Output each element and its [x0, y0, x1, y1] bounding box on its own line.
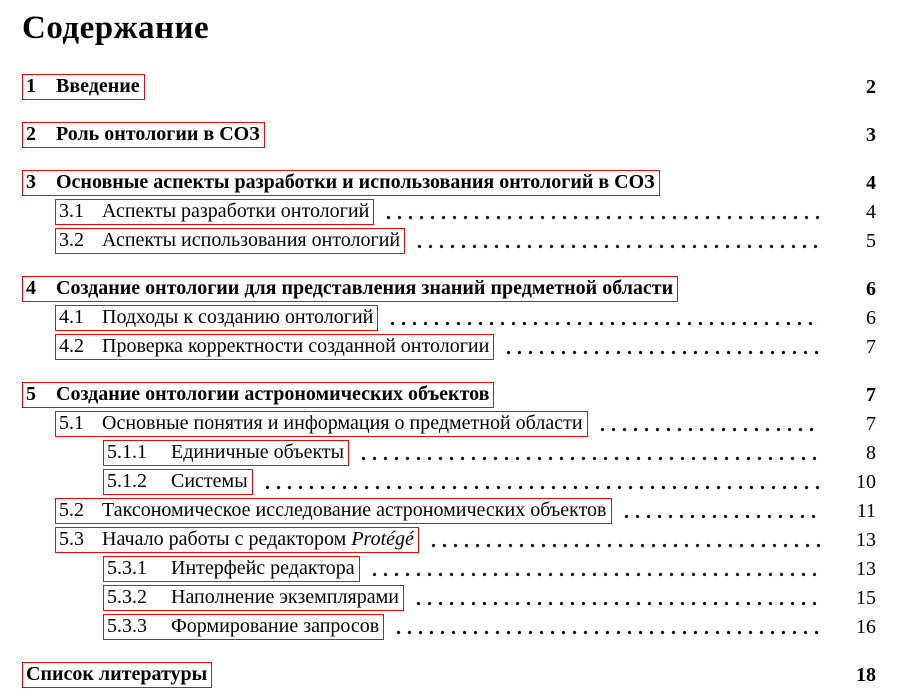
toc-row — [55, 527, 876, 553]
toc-row — [22, 170, 876, 196]
toc-entry-link[interactable] — [55, 334, 494, 360]
toc-page-number: 4 — [866, 171, 876, 194]
toc-entry-link[interactable] — [22, 662, 212, 688]
dot-leader — [391, 614, 820, 640]
toc-entry-title: Наполнение экземплярами — [171, 586, 399, 608]
dot-leader — [619, 498, 821, 524]
dot-leader — [152, 74, 820, 100]
toc-entry-title: Список литературы — [26, 663, 208, 685]
dot-leader — [501, 382, 820, 408]
dot-leader — [501, 334, 820, 360]
toc-entry-title: Интерфейс редактора — [171, 557, 355, 579]
toc-entry-title: Создание онтологии для представления знаний предметной области — [56, 277, 674, 299]
toc-entry-number: 4.2 — [59, 335, 84, 357]
toc-row — [103, 469, 876, 495]
toc-row — [55, 305, 876, 331]
toc-page-number: 7 — [866, 412, 876, 435]
toc-page-number: 8 — [866, 441, 876, 464]
dot-leader — [367, 556, 820, 582]
dot-leader — [685, 276, 820, 302]
page-title: Содержание — [22, 10, 210, 46]
toc-row — [22, 122, 876, 148]
toc-entry-link[interactable] — [22, 276, 678, 302]
toc-entry-title: Системы — [171, 470, 248, 492]
toc-entry-title: Подходы к созданию онтологий — [102, 306, 374, 328]
toc-entry-number: 5.3.1 — [107, 557, 147, 579]
toc-row — [55, 228, 876, 254]
toc-page-number: 16 — [856, 615, 876, 638]
toc-entry-title: Начало работы с редактором Protégé — [102, 528, 414, 550]
dot-leader — [595, 411, 820, 437]
toc-page-number: 11 — [856, 499, 876, 522]
toc-entry-number: 5.2 — [59, 499, 84, 521]
dot-leader — [411, 585, 820, 611]
toc-page-number: 6 — [866, 306, 876, 329]
toc-row — [55, 199, 876, 225]
toc-row — [103, 556, 876, 582]
toc-entry-link[interactable] — [103, 614, 384, 640]
toc-row — [22, 662, 876, 688]
toc-page-number: 13 — [856, 528, 876, 551]
toc-entry-number: 3.1 — [59, 200, 84, 222]
toc-entry-link[interactable] — [55, 498, 612, 524]
toc-entry-title: Единичные объекты — [171, 441, 345, 463]
dot-leader — [385, 305, 820, 331]
toc-entry-link[interactable] — [22, 74, 145, 100]
toc-entry-link[interactable] — [103, 440, 349, 466]
toc-row — [22, 276, 876, 302]
dot-leader — [272, 122, 820, 148]
toc-entry-link[interactable] — [55, 199, 374, 225]
toc-entry-link[interactable] — [103, 556, 360, 582]
toc-entry-number: 5.3.2 — [107, 586, 147, 608]
toc-page-number: 3 — [866, 123, 876, 146]
toc-entry-number: 3.2 — [59, 229, 84, 251]
toc-entry-link[interactable] — [22, 382, 494, 408]
toc-entry-number: 5.1.1 — [107, 441, 147, 463]
toc-page-number: 18 — [856, 663, 876, 686]
toc-entry-number: 3 — [26, 171, 36, 193]
toc-entry-title: Создание онтологии астрономических объектов — [56, 383, 490, 405]
toc-row — [103, 614, 876, 640]
toc-entry-title: Основные понятия и информация о предметной области — [102, 412, 583, 434]
toc-entry-title-italic: Protégé — [351, 528, 414, 550]
toc-entry-number: 5 — [26, 383, 36, 405]
toc-row — [55, 411, 876, 437]
toc-entry-link[interactable] — [103, 585, 404, 611]
toc-page-number: 6 — [866, 277, 876, 300]
toc-row — [103, 440, 876, 466]
toc-entry-number: 5.1 — [59, 412, 84, 434]
toc-entry-title: Введение — [56, 75, 140, 97]
toc-entry-link[interactable] — [55, 305, 378, 331]
toc-page-number: 7 — [866, 335, 876, 358]
toc-row — [22, 74, 876, 100]
toc-page-number: 2 — [866, 75, 876, 98]
toc-entry-title: Формирование запросов — [171, 615, 380, 637]
toc-entry-link[interactable] — [55, 228, 405, 254]
toc-row — [103, 585, 876, 611]
toc-page-number: 10 — [856, 470, 876, 493]
toc-page-number: 7 — [866, 383, 876, 406]
dot-leader — [356, 440, 820, 466]
toc-list — [22, 74, 876, 688]
dot-leader — [667, 170, 820, 196]
toc-page-number: 13 — [856, 557, 876, 580]
toc-entry-number: 4.1 — [59, 306, 84, 328]
toc-entry-title: Таксономическое исследование астрономических объектов — [102, 499, 607, 521]
dot-leader — [412, 228, 820, 254]
toc-row — [55, 334, 876, 360]
toc-entry-number: 5.3.3 — [107, 615, 147, 637]
toc-entry-number: 2 — [26, 123, 36, 145]
toc-entry-link[interactable] — [22, 170, 660, 196]
toc-page-number: 5 — [866, 229, 876, 252]
toc-entry-number: 1 — [26, 75, 36, 97]
dot-leader — [260, 469, 820, 495]
toc-entry-title: Аспекты разработки онтологий — [102, 200, 370, 222]
toc-entry-title: Основные аспекты разработки и использования онтологий в СОЗ — [56, 171, 655, 193]
toc-entry-link[interactable] — [55, 411, 588, 437]
toc-page-number: 4 — [866, 200, 876, 223]
toc-entry-number: 5.3 — [59, 528, 84, 550]
toc-entry-number: 4 — [26, 277, 36, 299]
toc-entry-title: Проверка корректности созданной онтологии — [102, 335, 490, 357]
toc-entry-title: Роль онтологии в СОЗ — [56, 123, 260, 145]
toc-entry-link[interactable] — [103, 469, 253, 495]
toc-page-number: 15 — [856, 586, 876, 609]
toc-entry-number: 5.1.2 — [107, 470, 147, 492]
toc-entry-link[interactable] — [22, 122, 265, 148]
dot-leader — [426, 527, 820, 553]
toc-entry-title: Аспекты использования онтологий — [102, 229, 401, 251]
dot-leader — [381, 199, 820, 225]
toc-row — [22, 382, 876, 408]
toc-row — [55, 498, 876, 524]
toc-entry-link[interactable] — [55, 527, 419, 553]
dot-leader — [219, 662, 820, 688]
